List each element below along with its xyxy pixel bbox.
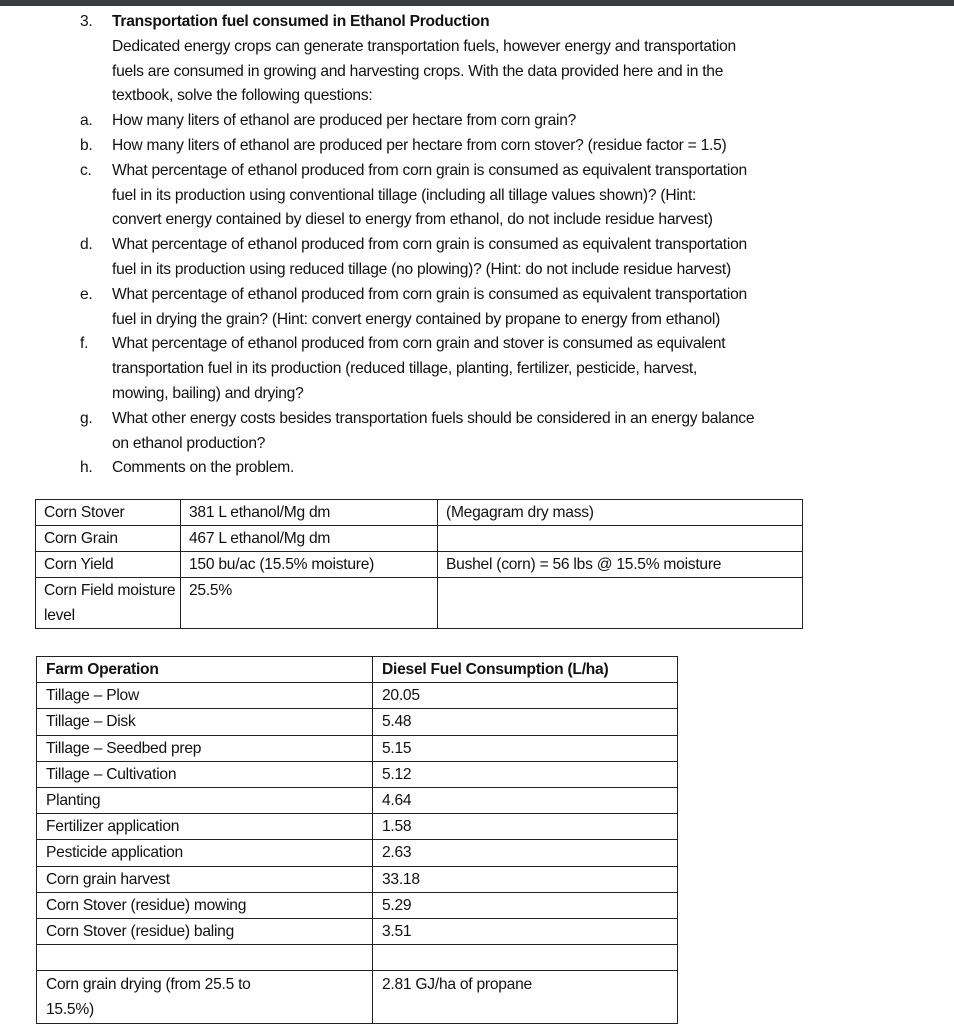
diesel-value: 3.51 <box>373 919 678 945</box>
item-label: f. <box>80 335 89 353</box>
crop-data-table <box>35 499 803 629</box>
diesel-value: 1.58 <box>373 814 678 840</box>
table-cell <box>438 578 803 629</box>
table-row <box>37 709 678 735</box>
table-row <box>37 892 678 918</box>
table-cell: Bushel (corn) = 56 lbs @ 15.5% moisture <box>438 552 803 578</box>
table-cell: Corn Stover <box>36 500 181 526</box>
diesel-value: 5.15 <box>373 735 678 761</box>
propane-value: 2.81 GJ/ha of propane <box>373 971 678 1023</box>
farm-operation: Tillage – Disk <box>37 709 373 735</box>
item-text <box>112 109 576 134</box>
diesel-value: 4.64 <box>373 788 678 814</box>
farm-operation <box>37 945 373 971</box>
item-text <box>112 159 747 233</box>
farm-operation: Corn Stover (residue) baling <box>37 919 373 945</box>
diesel-value: 2.63 <box>373 840 678 866</box>
question-item <box>0 233 954 283</box>
question-item <box>0 283 954 333</box>
table-cell: Corn Grain <box>36 526 181 552</box>
table-cell <box>438 526 803 552</box>
diesel-value: 5.48 <box>373 709 678 735</box>
item-line: on ethanol production? <box>112 434 266 452</box>
table-row <box>36 578 803 629</box>
item-label: g. <box>80 409 93 427</box>
table-row <box>37 919 678 945</box>
question-intro <box>0 35 954 109</box>
intro-line: fuels are consumed in growing and harvesting crops. With the data provided here and in the <box>112 62 724 80</box>
item-line: How many liters of ethanol are produced per hectare from corn stover? (residue factor = 1.5) <box>112 136 727 154</box>
item-text <box>112 407 754 457</box>
item-text <box>112 283 747 333</box>
diesel-value: 5.29 <box>373 892 678 918</box>
table-row <box>37 735 678 761</box>
table-cell: 150 bu/ac (15.5% moisture) <box>181 552 438 578</box>
farm-operation: Corn Stover (residue) mowing <box>37 892 373 918</box>
item-line: What percentage of ethanol produced from corn grain is consumed as equivalent transportation <box>112 161 747 179</box>
farm-operation <box>37 971 373 1023</box>
question-heading <box>0 10 954 35</box>
table-cell: Corn Field moisture level <box>36 578 181 629</box>
table-cell: 467 L ethanol/Mg dm <box>181 526 438 552</box>
table-row <box>36 500 803 526</box>
item-label: b. <box>80 136 93 154</box>
table-cell: Corn Yield <box>36 552 181 578</box>
item-line: mowing, bailing) and drying? <box>112 384 304 402</box>
diesel-value <box>373 945 678 971</box>
table-row <box>37 761 678 787</box>
table-cell: 25.5% <box>181 578 438 629</box>
diesel-value: 20.05 <box>373 683 678 709</box>
question-item <box>0 109 954 134</box>
item-label: a. <box>80 112 93 130</box>
table-cell: 381 L ethanol/Mg dm <box>181 500 438 526</box>
item-text <box>112 134 727 159</box>
table-row <box>37 814 678 840</box>
item-label: c. <box>80 161 92 179</box>
item-text <box>112 332 725 406</box>
item-text <box>112 233 747 283</box>
item-line: fuel in drying the grain? (Hint: convert energy contained by propane to energy from ethanol) <box>112 310 721 328</box>
item-line: What percentage of ethanol produced from corn grain is consumed as equivalent transportation <box>112 236 747 254</box>
item-label: d. <box>80 236 93 254</box>
table-row <box>37 840 678 866</box>
item-text <box>112 456 294 481</box>
item-line: What other energy costs besides transportation fuels should be considered in an energy balance <box>112 409 755 427</box>
cell-line: Corn grain drying (from 25.5 to <box>46 976 251 994</box>
intro-line: textbook, solve the following questions: <box>112 87 373 105</box>
farm-operation: Planting <box>37 788 373 814</box>
viewer-top-bar <box>0 0 954 6</box>
table-row <box>37 683 678 709</box>
farm-operation: Pesticide application <box>37 840 373 866</box>
question-item <box>0 456 954 481</box>
farm-operation: Tillage – Seedbed prep <box>37 735 373 761</box>
table-row <box>37 788 678 814</box>
item-line: What percentage of ethanol produced from corn grain and stover is consumed as equivalent <box>112 335 726 353</box>
question-item <box>0 159 954 233</box>
item-label: e. <box>80 285 93 303</box>
diesel-value: 5.12 <box>373 761 678 787</box>
diesel-consumption-table <box>36 656 678 1024</box>
drying-row <box>37 971 678 1023</box>
farm-operation: Corn grain harvest <box>37 866 373 892</box>
question-item <box>0 332 954 406</box>
table-row <box>37 945 678 971</box>
item-label: h. <box>80 459 93 477</box>
header-diesel-consumption: Diesel Fuel Consumption (L/ha) <box>373 657 678 683</box>
intro-line: Dedicated energy crops can generate transportation fuels, however energy and transportation <box>112 37 736 55</box>
table-row <box>37 866 678 892</box>
table-header-row <box>37 657 678 683</box>
table-row <box>36 526 803 552</box>
header-farm-operation: Farm Operation <box>37 657 373 683</box>
question-item <box>0 134 954 159</box>
table-cell: (Megagram dry mass) <box>438 500 803 526</box>
item-line: How many liters of ethanol are produced per hectare from corn grain? <box>112 112 577 130</box>
item-line: fuel in its production using conventional tillage (including all tillage values shown)? (Hint: <box>112 186 697 204</box>
item-line: What percentage of ethanol produced from corn grain is consumed as equivalent transportation <box>112 285 747 303</box>
cell-line: 15.5%) <box>46 1001 94 1019</box>
item-line: Comments on the problem. <box>112 459 295 477</box>
item-line: fuel in its production using reduced tillage (no plowing)? (Hint: do not include residue harvest) <box>112 260 731 278</box>
question-items <box>0 109 954 481</box>
farm-operation: Tillage – Plow <box>37 683 373 709</box>
diesel-value: 33.18 <box>373 866 678 892</box>
question-block <box>0 10 954 481</box>
question-item <box>0 407 954 457</box>
farm-operation: Fertilizer application <box>37 814 373 840</box>
question-number: 3. <box>80 13 93 30</box>
table-row <box>36 552 803 578</box>
item-line: convert energy contained by diesel to energy from ethanol, do not include residue harvest) <box>112 211 713 229</box>
item-line: transportation fuel in its production (reduced tillage, planting, fertilizer, pesticide, harvest, <box>112 360 698 378</box>
question-title: Transportation fuel consumed in Ethanol Production <box>112 13 490 30</box>
farm-operation: Tillage – Cultivation <box>37 761 373 787</box>
